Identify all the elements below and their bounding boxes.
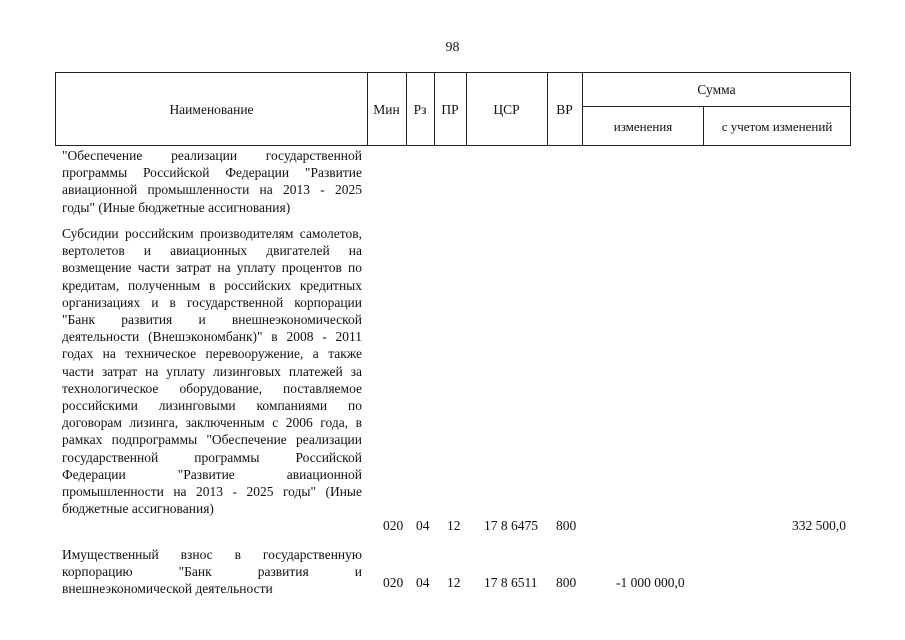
header-vr: ВР: [556, 101, 573, 117]
row-2-csr: 17 8 6475: [484, 518, 538, 533]
row-2-total: 332 500,0: [792, 518, 846, 533]
header-sum-with-changes: с учетом изменений: [721, 118, 833, 134]
header-min: Мин: [373, 101, 400, 117]
row-2-pr: 12: [447, 518, 461, 533]
row-3-csr: 17 8 6511: [484, 575, 538, 590]
row-3-description: Имущественный взнос в государственную корпорацию "Банк развития и внешнеэкономической деятельности: [62, 547, 362, 597]
row-2-min: 020: [383, 518, 404, 533]
header-name: Наименование: [169, 101, 254, 117]
col-border-right: [850, 72, 851, 146]
row-3-vr: 800: [556, 575, 577, 590]
header-csr: ЦСР: [493, 101, 520, 117]
row-2-vr: 800: [556, 518, 577, 533]
header-sum-change: изменения: [613, 118, 673, 134]
row-3-min: 020: [383, 575, 404, 590]
header-pr: ПР: [441, 101, 459, 117]
header-sum: Сумма: [697, 82, 736, 97]
row-3-rz: 04: [416, 575, 430, 590]
header-rz: Рз: [413, 101, 427, 117]
row-2-description: Субсидии российским производителям самолетов, вертолетов и авиационных двигателей на возмещение части затрат на уплату процентов по кредитам, полученным в российских кредитных организациях и в государственной корпорации "Банк развития и внешнеэкономической деятельности (Внешэкономбанк)" в 2008 - 2011 годах на техническое перевооружение, а также части затрат на уплату лизинговых платежей за технологическое оборудование, поставляемое российскими лизинговыми компаниями по договорам лизинга, заключенным с 2006 года, в рамках подпрограммы "Обеспечение реализации государственной программы Российской Федерации "Развитие авиационной промышленности на 2013 - 2025 годы" (Иные бюджетные ассигнования): [62, 226, 362, 517]
header-bottom-border: [55, 145, 851, 146]
row-3-pr: 12: [447, 575, 461, 590]
page-number: 98: [445, 40, 460, 55]
row-3-change: -1 000 000,0: [616, 575, 685, 590]
row-1-description: "Обеспечение реализации государственной программы Российской Федерации "Развитие авиационной промышленности на 2013 - 2025 годы" (Иные бюджетные ассигнования): [62, 148, 362, 215]
row-2-rz: 04: [416, 518, 430, 533]
